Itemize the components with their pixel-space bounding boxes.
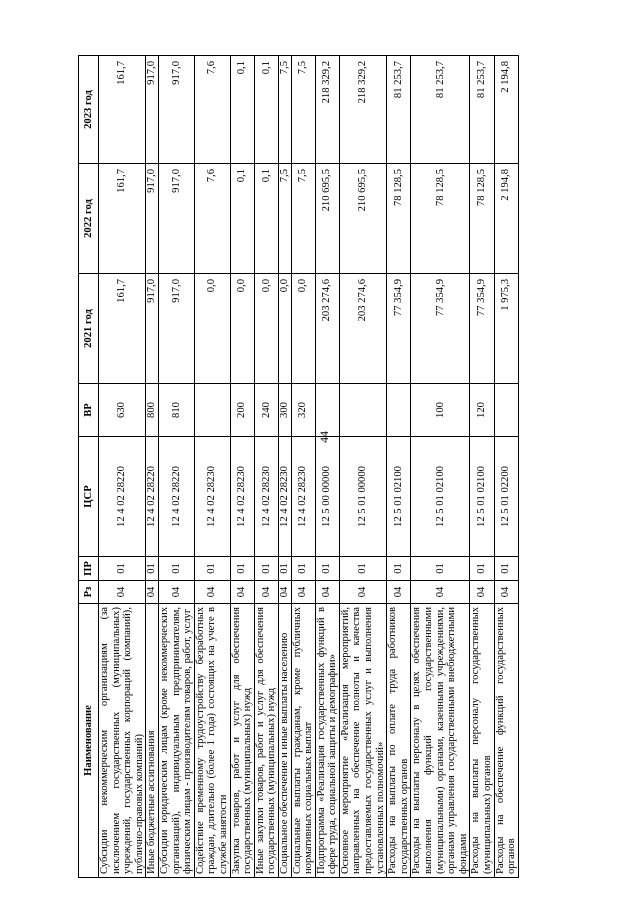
cell-y2023: 81 253,7 — [470, 56, 494, 164]
cell-name: Закупка товаров, работ и услуг для обеспечения государственных (муниципальных) нужд — [230, 604, 254, 878]
cell-rz: 04 — [387, 581, 411, 604]
cell-name: Расходы на выплаты персоналу в целях обеспечения выполнения функций государственными (муниципальными) органами, казенными учреждениями, органами управления государственными внебюджетными фондами — [411, 604, 470, 878]
cell-y2023: 7,6 — [194, 56, 230, 164]
cell-csr: 12 5 01 02100 — [387, 437, 411, 557]
cell-y2023: 81 253,7 — [387, 56, 411, 164]
cell-vr: 200 — [230, 384, 254, 437]
header-rz: Рз — [79, 581, 99, 604]
rotated-page-content — [78, 56, 583, 878]
cell-name: Расходы на обеспечение функций государственных органов — [494, 604, 518, 878]
cell-csr: 12 4 02 28220 — [146, 437, 159, 557]
cell-rz: 04 — [99, 581, 146, 604]
cell-rz: 04 — [470, 581, 494, 604]
cell-pr: 01 — [470, 557, 494, 581]
cell-pr: 01 — [315, 557, 339, 581]
cell-vr: 300 — [278, 384, 291, 437]
table-row — [494, 56, 518, 878]
cell-y2021: 917,0 — [158, 274, 194, 384]
cell-vr: 120 — [470, 384, 494, 437]
page-number: 44 — [317, 431, 331, 443]
cell-vr: 800 — [146, 384, 159, 437]
table-body — [99, 56, 519, 878]
cell-vr — [339, 384, 386, 437]
cell-y2021: 161,7 — [99, 274, 146, 384]
cell-y2021: 77 354,9 — [470, 274, 494, 384]
table-row — [99, 56, 146, 878]
header-2021: 2021 год — [79, 274, 99, 384]
cell-pr: 01 — [254, 557, 278, 581]
cell-csr: 12 4 02 28230 — [254, 437, 278, 557]
cell-csr: 12 5 01 00000 — [339, 437, 386, 557]
cell-y2022: 78 128,5 — [470, 164, 494, 274]
table-row — [411, 56, 470, 878]
cell-rz: 04 — [146, 581, 159, 604]
cell-y2022: 7,5 — [278, 164, 291, 274]
table-row — [278, 56, 291, 878]
table-row — [339, 56, 386, 878]
cell-pr: 01 — [291, 557, 315, 581]
cell-y2022: 7,6 — [194, 164, 230, 274]
cell-csr: 12 4 02 28230 — [194, 437, 230, 557]
header-2023: 2023 год — [79, 56, 99, 164]
cell-vr: 240 — [254, 384, 278, 437]
cell-vr — [315, 384, 339, 437]
cell-vr: 810 — [158, 384, 194, 437]
table-header-row — [79, 56, 99, 878]
cell-pr: 01 — [278, 557, 291, 581]
cell-csr: 12 5 01 02100 — [470, 437, 494, 557]
cell-pr: 01 — [411, 557, 470, 581]
cell-csr: 12 4 02 28230 — [278, 437, 291, 557]
cell-y2022: 2 194,8 — [494, 164, 518, 274]
cell-csr: 12 4 02 28220 — [158, 437, 194, 557]
cell-y2022: 7,5 — [291, 164, 315, 274]
cell-y2022: 78 128,5 — [411, 164, 470, 274]
cell-rz: 04 — [339, 581, 386, 604]
table-row — [291, 56, 315, 878]
cell-y2022: 210 695,5 — [315, 164, 339, 274]
cell-csr: 12 5 01 02200 — [494, 437, 518, 557]
cell-pr: 01 — [146, 557, 159, 581]
cell-y2023: 218 329,2 — [315, 56, 339, 164]
cell-name: Расходы на выплаты по оплате труда работников государственных органов — [387, 604, 411, 878]
cell-name: Расходы на выплаты персоналу государственных (муниципальных) органов — [470, 604, 494, 878]
cell-name: Основное мероприятие «Реализация мероприятий, направленных на обеспечение полноты и качества предоставляемых государственных услуг и выполнения установленных полномочий» — [339, 604, 386, 878]
cell-y2022: 0,1 — [254, 164, 278, 274]
cell-y2023: 0,1 — [230, 56, 254, 164]
cell-y2021: 0,0 — [194, 274, 230, 384]
cell-vr: 320 — [291, 384, 315, 437]
cell-pr: 01 — [339, 557, 386, 581]
cell-name: Социальное обеспечение и иные выплаты населению — [278, 604, 291, 878]
cell-vr: 630 — [99, 384, 146, 437]
cell-name: Подпрограмма «Реализация государственных функций в сфере труда, социальной защиты и демографии» — [315, 604, 339, 878]
cell-pr: 01 — [230, 557, 254, 581]
cell-y2021: 203 274,6 — [315, 274, 339, 384]
cell-rz: 04 — [194, 581, 230, 604]
cell-rz: 04 — [291, 581, 315, 604]
cell-rz: 04 — [494, 581, 518, 604]
cell-y2022: 0,1 — [230, 164, 254, 274]
cell-y2023: 7,5 — [291, 56, 315, 164]
cell-rz: 04 — [411, 581, 470, 604]
cell-y2023: 2 194,8 — [494, 56, 518, 164]
cell-name: Субсидии юридическим лицам (кроме некоммерческих организаций), индивидуальным предпринимателям, физическим лицам - производителям товаров, работ, услуг — [158, 604, 194, 878]
cell-y2021: 917,0 — [146, 274, 159, 384]
cell-y2022: 161,7 — [99, 164, 146, 274]
cell-csr: 12 4 02 28230 — [230, 437, 254, 557]
cell-csr: 12 5 00 00000 — [315, 437, 339, 557]
cell-csr: 12 5 01 02100 — [411, 437, 470, 557]
cell-y2021: 1 975,3 — [494, 274, 518, 384]
cell-vr — [494, 384, 518, 437]
cell-y2023: 161,7 — [99, 56, 146, 164]
cell-rz: 04 — [230, 581, 254, 604]
table-row — [230, 56, 254, 878]
cell-y2021: 77 354,9 — [411, 274, 470, 384]
cell-y2023: 917,0 — [158, 56, 194, 164]
cell-vr — [387, 384, 411, 437]
cell-pr: 01 — [494, 557, 518, 581]
cell-rz: 04 — [278, 581, 291, 604]
cell-y2022: 78 128,5 — [387, 164, 411, 274]
cell-y2022: 210 695,5 — [339, 164, 386, 274]
cell-name: Иные бюджетные ассигнования — [146, 604, 159, 878]
table-row — [315, 56, 339, 878]
table-row — [158, 56, 194, 878]
header-pr: ПР — [79, 557, 99, 581]
table-row — [194, 56, 230, 878]
cell-y2023: 218 329,2 — [339, 56, 386, 164]
cell-y2022: 917,0 — [158, 164, 194, 274]
cell-y2022: 917,0 — [146, 164, 159, 274]
cell-vr — [194, 384, 230, 437]
table-row — [146, 56, 159, 878]
cell-csr: 12 4 02 28230 — [291, 437, 315, 557]
budget-table — [78, 55, 519, 878]
cell-pr: 01 — [158, 557, 194, 581]
cell-y2023: 917,0 — [146, 56, 159, 164]
cell-y2021: 0,0 — [254, 274, 278, 384]
cell-csr: 12 4 02 28220 — [99, 437, 146, 557]
cell-y2021: 77 354,9 — [387, 274, 411, 384]
header-vr: ВР — [79, 384, 99, 437]
cell-y2023: 7,5 — [278, 56, 291, 164]
cell-name: Социальные выплаты гражданам, кроме публичных нормативных социальных выплат — [291, 604, 315, 878]
cell-rz: 04 — [254, 581, 278, 604]
cell-y2021: 203 274,6 — [339, 274, 386, 384]
cell-pr: 01 — [387, 557, 411, 581]
cell-name: Содействие временному трудоустройству безработных граждан, длительно (более 1 года) состоящих на учете в службе занятости — [194, 604, 230, 878]
table-row — [254, 56, 278, 878]
cell-y2021: 0,0 — [230, 274, 254, 384]
cell-y2023: 81 253,7 — [411, 56, 470, 164]
cell-y2023: 0,1 — [254, 56, 278, 164]
cell-pr: 01 — [99, 557, 146, 581]
cell-y2021: 0,0 — [291, 274, 315, 384]
table-row — [470, 56, 494, 878]
cell-rz: 04 — [158, 581, 194, 604]
cell-rz: 04 — [315, 581, 339, 604]
table-row — [387, 56, 411, 878]
cell-y2021: 0,0 — [278, 274, 291, 384]
cell-name: Субсидии некоммерческим организациям (за исключением государственных (муниципальных) учреждений, государственных корпораций (компаний), публично-правовых компаний) — [99, 604, 146, 878]
cell-name: Иные закупки товаров, работ и услуг для обеспечения государственных (муниципальных) нужд — [254, 604, 278, 878]
header-2022: 2022 год — [79, 164, 99, 274]
cell-vr: 100 — [411, 384, 470, 437]
header-name: Наименование — [79, 604, 99, 878]
cell-pr: 01 — [194, 557, 230, 581]
header-csr: ЦСР — [79, 437, 99, 557]
